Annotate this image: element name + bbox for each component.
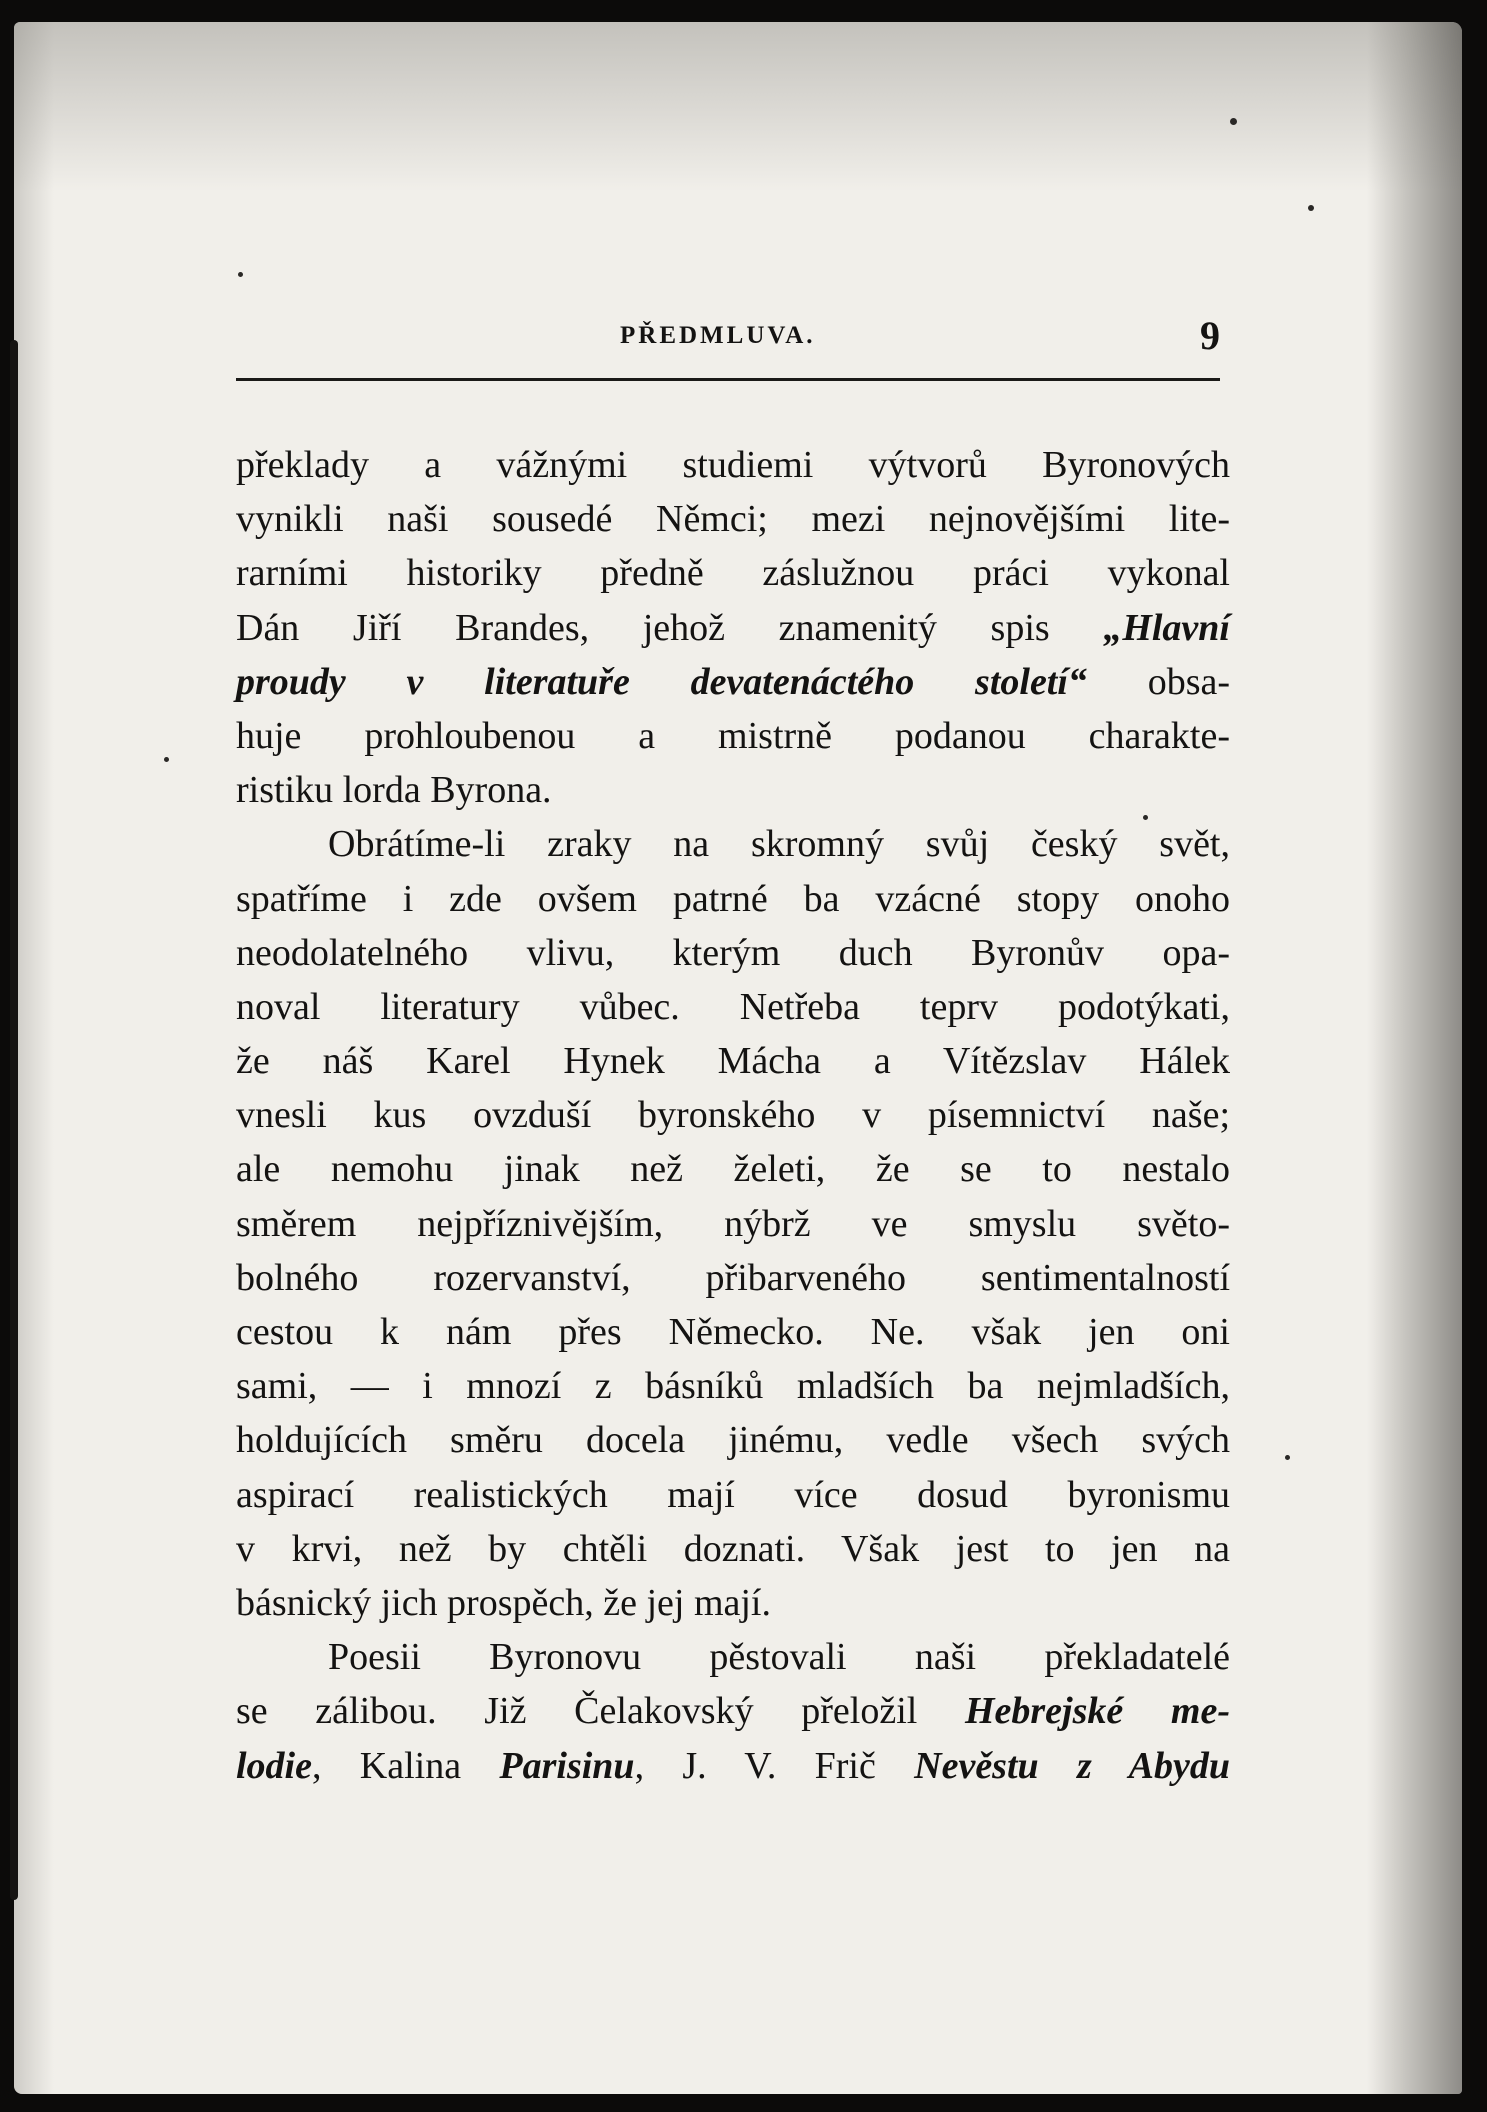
text-line: vnesli kus ovzduší byronského v písemnictví naše; xyxy=(236,1094,1230,1137)
text-line: huje prohloubenou a mistrně podanou charakte- xyxy=(236,714,1230,757)
book-title-italic: Nevěstu z Abydu xyxy=(914,1744,1230,1787)
text-line: vynikli naši sousedé Němci; mezi nejnovějšími lite- xyxy=(236,498,1230,541)
dust-speck xyxy=(1308,205,1314,211)
book-title-italic: proudy v literatuře devatenáctého století“ xyxy=(236,660,1087,703)
text-line: holdujících směru docela jinému, vedle všech svých xyxy=(236,1419,1230,1462)
book-title-italic: Hebrejské me- xyxy=(964,1690,1230,1733)
text-line: překlady a vážnými studiemi výtvorů Byronových xyxy=(236,444,1230,486)
text-line: sami, — i mnozí z básníků mladších ba nejmladších, xyxy=(236,1365,1230,1408)
text-line xyxy=(236,655,1230,709)
page-header xyxy=(236,313,1220,366)
text-line: noval literatury vůbec. Netřeba teprv podotýkati, xyxy=(236,985,1230,1028)
dust-speck xyxy=(164,757,169,762)
text-line: ale nemohu jinak než želeti, že se to nestalo xyxy=(236,1148,1230,1191)
text-line: rarními historiky předně záslužnou práci vykonal xyxy=(236,552,1230,595)
body-text xyxy=(236,438,1230,1793)
running-head: PŘEDMLUVA. xyxy=(620,322,816,349)
text-line: cestou k nám přes Německo. Ne. však jen oni xyxy=(236,1311,1230,1353)
text-line xyxy=(236,1684,1230,1738)
dust-speck xyxy=(1230,118,1237,125)
page-number: 9 xyxy=(1200,313,1220,358)
binding-edge xyxy=(10,340,18,1900)
text-line: Poesii Byronovu pěstovali naši překladatelé xyxy=(328,1636,1230,1679)
text-line: bolného rozervanství, přibarveného sentimentalností xyxy=(236,1256,1230,1299)
text-run: , Kalina xyxy=(311,1744,500,1787)
text-line: neodolatelného vlivu, kterým duch Byronův opa- xyxy=(236,931,1230,974)
text-line xyxy=(236,1739,1230,1793)
page-shadow-left xyxy=(14,22,54,2094)
text-run: , J. V. Frič xyxy=(634,1744,915,1787)
text-line: aspirací realistických mají více dosud byronismu xyxy=(236,1473,1230,1516)
book-title-italic: „Hlavní xyxy=(1103,606,1230,649)
text-run: se zálibou. Již Čelakovský přeložil xyxy=(236,1690,965,1733)
text-run: Dán Jiří Brandes, jehož znamenitý spis xyxy=(236,606,1104,649)
text-run: obsa- xyxy=(1086,660,1230,703)
text-line: ristiku lorda Byrona. xyxy=(236,769,552,812)
text-line: v krvi, než by chtěli doznati. Však jest to jen na xyxy=(236,1527,1230,1570)
book-title-italic: Parisinu xyxy=(499,1744,635,1787)
book-title-italic: lodie xyxy=(236,1744,312,1787)
text-line: Obrátíme-li zraky na skromný svůj český svět, xyxy=(328,823,1230,866)
text-line: směrem nejpříznivějším, nýbrž ve smyslu světo- xyxy=(236,1202,1230,1245)
page-shadow-right xyxy=(1367,22,1462,2094)
text-line: že náš Karel Hynek Mácha a Vítězslav Hálek xyxy=(236,1040,1230,1083)
text-line: spatříme i zde ovšem patrné ba vzácné stopy onoho xyxy=(236,877,1230,920)
text-line: básnický jich prospěch, že jej mají. xyxy=(236,1581,771,1624)
header-rule xyxy=(236,378,1220,381)
dust-speck xyxy=(238,272,243,277)
page-shadow-top xyxy=(14,22,1462,192)
text-line xyxy=(236,601,1230,655)
dust-speck xyxy=(1285,1455,1290,1460)
